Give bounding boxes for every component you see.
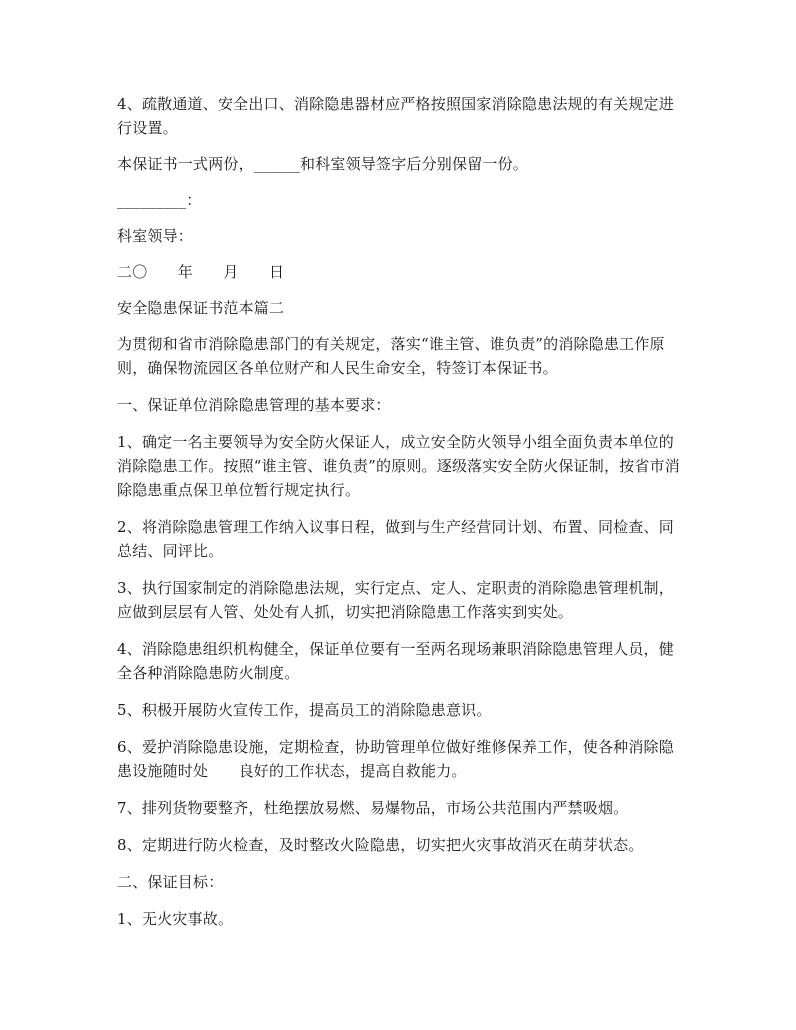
requirement-item-3: 3、执行国家制定的消除隐患法规，实行定点、定人、定职责的消除隐患管理机制，应做到层层有人管、处处有人抓，切实把消除隐患工作落实到实处。 bbox=[117, 579, 674, 621]
requirement-item-2: 2、将消除隐患管理工作纳入议事日程，做到与生产经营同计划、布置、同检查、同总结、同评比。 bbox=[117, 518, 674, 560]
requirement-item-6: 6、爱护消除隐患设施，定期检查，协助管理单位做好维修保养工作，使各种消除隐患设施随时处 良好的工作状态，提高自救能力。 bbox=[117, 738, 674, 780]
paragraph-intro: 为贯彻和省市消除隐患部门的有关规定，落实“谁主管、谁负责”的消除隐患工作原则，确保物流园区各单位财产和人民生命安全，特签订本保证书。 bbox=[117, 335, 665, 377]
heading-guarantee-goals: 二、保证目标： bbox=[117, 873, 224, 891]
requirement-item-7: 7、排列货物要整齐，杜绝摆放易燃、易爆物品，市场公共范围内严禁吸烟。 bbox=[117, 799, 629, 817]
paragraph-copies-note: 本保证书一式两份，______和科室领导签字后分别保留一份。 bbox=[117, 155, 529, 173]
requirement-item-4: 4、消除隐患组织机构健全，保证单位要有一至两名现场兼职消除隐患管理人员，健全各种消除隐患防火制度。 bbox=[117, 640, 674, 682]
section-title-sample-two: 安全隐患保证书范本篇二 bbox=[117, 299, 285, 317]
requirement-item-5: 5、积极开展防火宣传工作，提高员工的消除隐患意识。 bbox=[117, 701, 492, 719]
signature-blank-line: _________： bbox=[117, 191, 202, 209]
department-leader-signature-label: 科室领导： bbox=[117, 227, 194, 245]
requirement-item-8: 8、定期进行防火检查，及时整改火险隐患，切实把火灾事故消灭在萌芽状态。 bbox=[117, 836, 644, 854]
goal-item-1: 1、无火灾事故。 bbox=[117, 910, 234, 928]
requirement-item-1: 1、确定一名主要领导为安全防火保证人，成立安全防火领导小组全面负责本单位的消除隐患工作。按照“谁主管、谁负责”的原则。逐级落实安全防火保证制，按省市消除隐患重点保卫单位暂行规定执行。 bbox=[117, 433, 680, 499]
date-line: 二〇 年 月 日 bbox=[117, 263, 285, 281]
paragraph-clause-4-evacuation: 4、疏散通道、安全出口、消除隐患器材应严格按照国家消除隐患法规的有关规定进行设置。 bbox=[117, 95, 674, 137]
document-body bbox=[117, 92, 682, 931]
heading-basic-requirements: 一、保证单位消除隐患管理的基本要求： bbox=[117, 396, 391, 414]
